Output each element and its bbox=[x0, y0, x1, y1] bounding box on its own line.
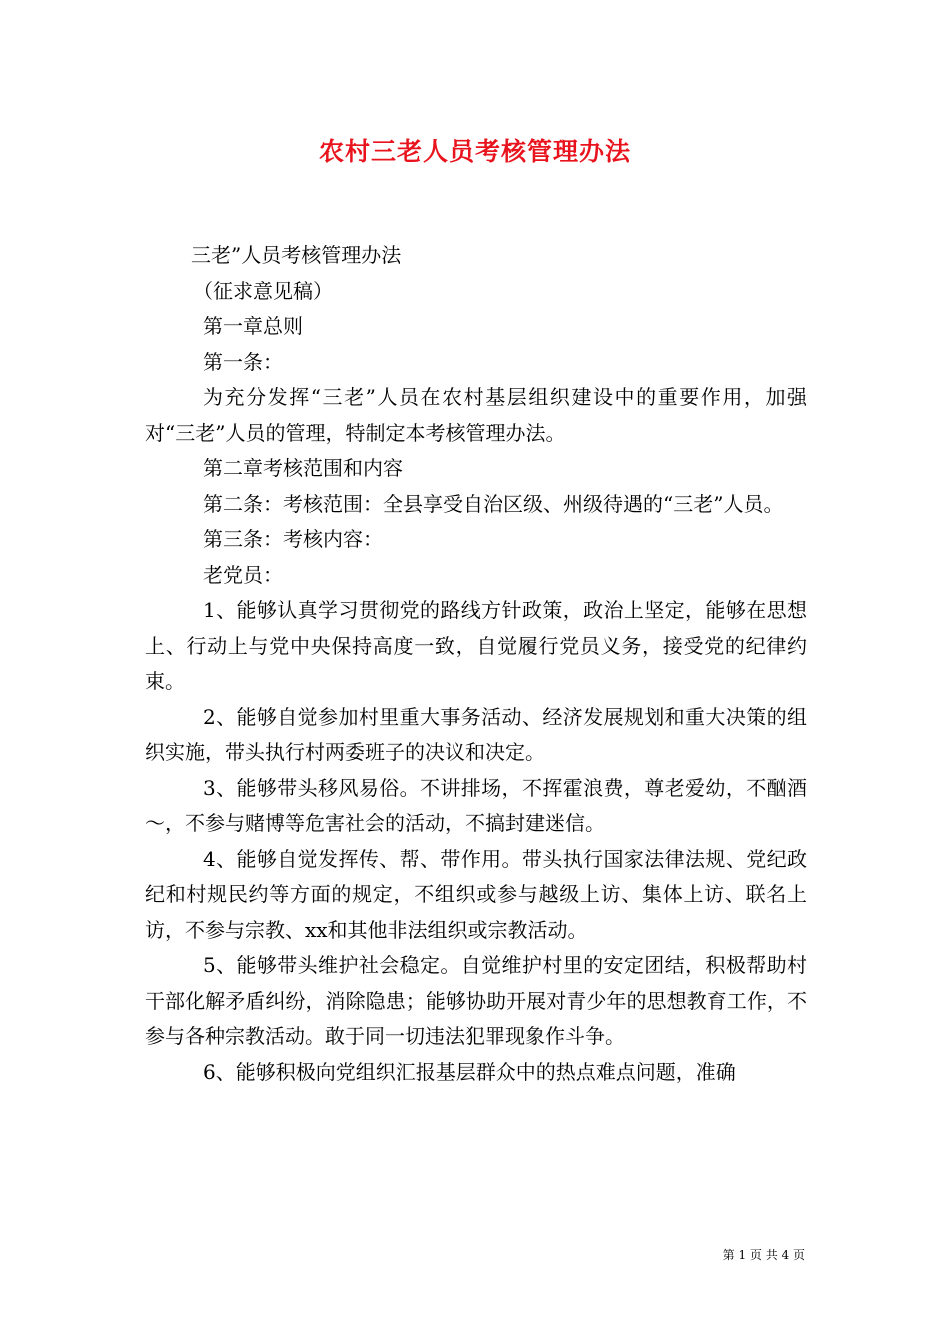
paragraph-item-3: 3、能够带头移风易俗。不讲排场，不挥霍浪费，尊老爱幼，不酗酒～，不参与赌博等危害社会的活动，不搞封建迷信。 bbox=[145, 775, 807, 835]
paragraph-draft-note: （征求意见稿） bbox=[193, 278, 333, 303]
document-title: 农村三老人员考核管理办法 bbox=[318, 137, 631, 166]
paragraph-item-1: 1、能够认真学习贯彻党的路线方针政策，政治上坚定，能够在思想上、行动上与党中央保持高度一致，自觉履行党员义务，接受党的纪律约束。 bbox=[145, 598, 807, 693]
paragraph-article-3: 第三条：考核内容： bbox=[203, 527, 383, 551]
paragraph-chapter-2: 第二章考核范围和内容 bbox=[203, 456, 403, 480]
paragraph-item-5: 5、能够带头维护社会稳定。自觉维护村里的安定团结，积极帮助村干部化解矛盾纠纷，消除隐患；能够协助开展对青少年的思想教育工作，不参与各种宗教活动。敢于同一切违法犯罪现象作斗争。 bbox=[145, 953, 807, 1048]
paragraph-item-4: 4、能够自觉发挥传、帮、带作用。带头执行国家法律法规、党纪政纪和村规民约等方面的规定，不组织或参与越级上访、集体上访、联名上访，不参与宗教、xx和其他非法组织或宗教活动。 bbox=[145, 846, 807, 942]
paragraph-purpose: 为充分发挥“三老”人员在农村基层组织建设中的重要作用，加强对“三老”人员的管理，特制定本考核管理办法。 bbox=[145, 385, 807, 445]
paragraph-item-6: 6、能够积极向党组织汇报基层群众中的热点难点问题，准确 bbox=[203, 1059, 736, 1084]
paragraph-article-2: 第二条：考核范围：全县享受自治区级、州级待遇的“三老”人员。 bbox=[203, 491, 784, 516]
paragraph-item-2: 2、能够自觉参加村里重大事务活动、经济发展规划和重大决策的组织实施，带头执行村两委班子的决议和决定。 bbox=[145, 704, 807, 764]
page-number-footer: 第 1 页 共 4 页 bbox=[722, 1248, 805, 1262]
paragraph-article-1: 第一条： bbox=[203, 349, 283, 374]
paragraph-chapter-1: 第一章总则 bbox=[203, 314, 303, 338]
document-body bbox=[145, 238, 807, 1090]
paragraph-subtitle: 三老”人员考核管理办法 bbox=[191, 243, 402, 267]
paragraph-old-party-members: 老党员： bbox=[203, 562, 283, 587]
